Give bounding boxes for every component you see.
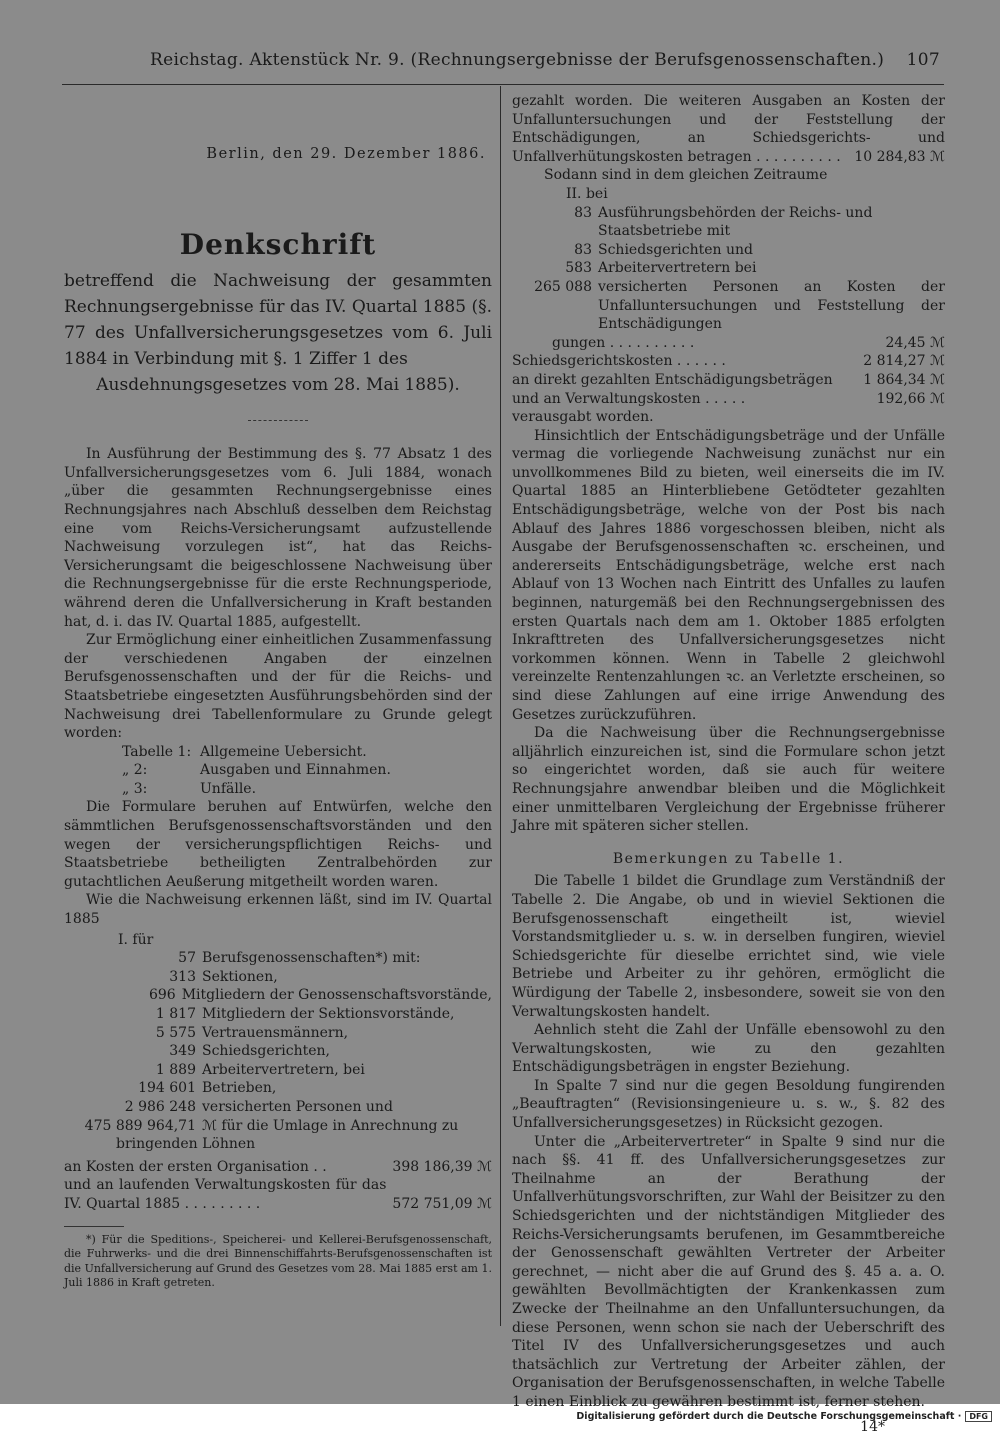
subtitle-part-b: Ausdehnungsgesetzes vom 28. Mai 1885). bbox=[96, 375, 460, 396]
cost-row: und an laufenden Verwaltungskosten für das IV. Quartal 1885 . . . . . . . . . 572 751,09 ℳ bbox=[64, 1177, 492, 1212]
cost-row: an direkt gezahlten Entschädigungsbeträgen 1 864,34 ℳ bbox=[512, 371, 945, 388]
column-divider bbox=[500, 86, 501, 1326]
paragraph: Hinsichtlich der Entschädigungsbeträge und der Unfälle vermag die vorliegende Nachweisung zunächst nur ein unvollkommenes Bild zu bieten, weil einerseits die im IV. Quartal 1885 an Hinterbliebene Getödteter gezahlten Entschädigungsbeträge, welche von der Post bis nach Ablauf des Jahres 1886 vorgeschossen bleiben, nicht als Ausgabe der Berufsgenossenschaften ꝛc. erscheinen, und andererseits Entschädigungsbeträge, welche erst nach Ablauf von 13 Wochen nach Eintritt des Unfalles zu laufen beginnen, naturgemäß bei den Rechnungsergebnissen des ersten Quartals nach dem am 1. Oktober 1885 erfolgten Inkrafttreten des Unfallversicherungsgesetzes nicht vorkommen können. Wenn in Tabelle 2 gleichwohl vereinzelte Rentenzahlungen ꝛc. an Verletzte erscheinen, so sind diese Zahlungen auf eine irrige Anwendung des Gesetzes zurückzuführen. bbox=[512, 427, 945, 723]
list-item: 5 575 Vertrauensmännern, bbox=[155, 1024, 349, 1041]
list-item: 83 Schiedsgerichten und bbox=[574, 241, 754, 258]
list-item: 194 601 Betrieben, bbox=[138, 1080, 277, 1097]
paragraph: Die Tabelle 1 bildet die Grundlage zum Verständniß der Tabelle 2. Die Angabe, ob und in wieviel Sektionen die Berufsgenossenschaft eingetheilt ist, wieviel Vorstandsmitglieder u. s. w. in derselben fungiren, wieviel Schiedsgerichte für dieselbe errichtet sind, wie viele Betriebe und Arbeiter zu ihr gehören, ermöglicht die Würdigung der Tabelle 2, insbesondere, soweit sie von den Verwaltungskosten handelt. bbox=[512, 873, 945, 1020]
document-title: Denkschrift bbox=[179, 227, 377, 261]
paragraph: gezahlt worden. Die weiteren Ausgaben an Kosten der Unfalluntersuchungen und der Feststellung der Entschädigungen, an Schiedsgerichts- und Unfallverhütungskosten betragen . . . . . . . . . . 10 284,83 ℳ bbox=[512, 93, 945, 165]
signature-mark: 14* bbox=[860, 1418, 885, 1435]
list-item: 1 889 Arbeitervertretern, bei bbox=[155, 1061, 365, 1078]
cost-list bbox=[512, 334, 945, 408]
left-column bbox=[64, 90, 492, 1291]
page-header bbox=[150, 50, 940, 76]
list-item: 83 Ausführungsbehörden der Reichs- und Staatsbetriebe mit bbox=[574, 204, 873, 240]
list-item: 2 986 248 versicherten Personen und bbox=[124, 1098, 393, 1115]
table-list bbox=[64, 743, 492, 799]
cost-row: Schiedsgerichtskosten . . . . . . 2 814,27 ℳ bbox=[512, 353, 945, 370]
paragraph: Aehnlich steht die Zahl der Unfälle ebensowohl zu den Verwaltungskosten, wie zu den gezahlten Entschädigungsbeträgen in engster Beziehung. bbox=[512, 1022, 945, 1076]
paragraph: verausgabt worden. bbox=[512, 409, 654, 426]
paragraph: Unter die „Arbeitervertreter“ in Spalte 9 sind nur die nach §§. 41 ff. des Unfallversicherungsgesetzes zur Theilnahme an der Berathung der Unfallverhütungsvorschriften, zur Wahl der Beisitzer zu den Schiedsgerichten und der nichtständigen Mitglieder des Reichs-Versicherungsamts berufenen, im Gesammtbereiche der Genossenschaft gewählten Vertreter der Arbeiter gerechnet, — nicht aber die auf Grund des §. 45 a. a. O. gewählten Bevollmächtigten der Krankenkassen zum Zwecke der Theilnahme an den Unfalluntersuchungen, da diese Personen, wenn schon sie nach der Ueberschrift des Titel IV des Unfallversicherungsgesetzes und auch thatsächlich zur Vertretung der Arbeiter zählen, der Organisation der Berufsgenossenschaften, in welche Tabelle 1 einen Einblick zu gewähren bestimmt ist, ferner stehen. bbox=[512, 1133, 945, 1410]
roman-numeral: II. bei bbox=[566, 185, 608, 202]
paragraph: Wie die Nachweisung erkennen läßt, sind im IV. Quartal 1885 bbox=[64, 892, 492, 928]
digitization-credit: Digitalisierung gefördert durch die Deutsche Forschungsgemeinschaft · DFG bbox=[576, 1411, 992, 1422]
date-line: Berlin, den 29. Dezember 1886. bbox=[206, 146, 486, 162]
footnote-rule bbox=[64, 1226, 124, 1227]
paragraph: Da die Nachweisung über die Rechnungsergebnisse alljährlich einzureichen ist, sind die Formulare schon jetzt so eingerichtet worden, daß sie auch für weitere Rechnungsjahre anwendbar bleiben und die Möglichkeit einer unmittelbaren Vergleichung der Ergebnisse früherer Jahre mit späteren sicher stellen. bbox=[512, 725, 945, 835]
list-item: bringenden Löhnen bbox=[116, 1136, 256, 1153]
header-rule bbox=[62, 84, 944, 85]
subtitle-part-a: betreffend die Nachweisung der gesammten Rechnungsergebnisse für das IV. Quartal 1885 (§. 77 des Unfallversicherungsgesetzes vom 6. Juli 1884 in Verbindung mit §. 1 Ziffer 1 des bbox=[64, 271, 492, 370]
list-item: 696 Mitgliedern der Genossenschaftsvorstände, bbox=[148, 987, 492, 1004]
cost-row: gungen . . . . . . . . . . 24,45 ℳ bbox=[552, 334, 945, 351]
table-list-item: „ 2: Ausgaben und Einnahmen. bbox=[122, 762, 391, 779]
stats-list bbox=[64, 949, 492, 1154]
paragraph: In Spalte 7 sind nur die gegen Besoldung fungirenden „Beauftragten“ (Revisionsingenieure u. s. w., §. 82 des Unfallversicherungsgesetzes) in Rücksicht gezogen. bbox=[512, 1077, 945, 1132]
title-separator bbox=[248, 420, 308, 421]
cost-row: an Kosten der ersten Organisation . . 398 186,39 ℳ bbox=[64, 1158, 492, 1175]
list-item: 475 889 964,71 ℳ für die Umlage in Anrechnung zu bbox=[84, 1117, 459, 1134]
list-item: 349 Schiedsgerichten, bbox=[169, 1043, 331, 1060]
page-number: 107 bbox=[906, 50, 940, 70]
table-list-item: Tabelle 1: Allgemeine Uebersicht. bbox=[122, 743, 367, 760]
list-item: 57 Berufsgenossenschaften*) mit: bbox=[178, 950, 421, 967]
footnote: *) Für die Speditions-, Speicherei- und Kellerei-Berufsgenossenschaft, die Fuhrwerks- und die drei Binnenschiffahrts-Berufsgenossenschaften ist die Unfallversicherung auf Grund des Gesetzes vom 28. Mai 1885 erst am 1. Juli 1886 in Kraft getreten. bbox=[64, 1232, 492, 1290]
header-text: Reichstag. Aktenstück Nr. 9. (Rechnungsergebnisse der Berufsgenossenschaften.) bbox=[150, 50, 885, 70]
table-list-item: „ 3: Unfälle. bbox=[122, 780, 257, 797]
document-subtitle bbox=[64, 268, 492, 398]
section-heading: Bemerkungen zu Tabelle 1. bbox=[612, 850, 845, 867]
paragraph: In Ausführung der Bestimmung des §. 77 Absatz 1 des Unfallversicherungsgesetzes vom 6. Juli 1884, wonach „über die gesammten Rechnungsergebnisse eines Rechnungsjahres nach Abschluß desselben dem Reichstag eine vom Reichs-Versicherungsamt aufzustellende Nachweisung vorzulegen ist“, hat das Reichs-Versicherungsamt die beigeschlossene Nachweisung über die Rechnungsergebnisse für die erste Rechnungsperiode, während deren die Unfallversicherung in Kraft bestanden hat, d. i. das IV. Quartal 1885, aufgestellt. bbox=[64, 446, 492, 630]
roman-numeral: I. für bbox=[118, 931, 154, 948]
cost-row: und an Verwaltungskosten . . . . . 192,66 ℳ bbox=[512, 390, 945, 407]
dfg-logo: DFG bbox=[965, 1411, 992, 1422]
list-item: 265 088 versicherten Personen an Kosten der Unfalluntersuchungen und Feststellung der Entschädigungen bbox=[534, 278, 945, 333]
right-column bbox=[512, 92, 945, 1436]
paragraph: Zur Ermöglichung einer einheitlichen Zusammenfassung der verschiedenen Angaben der einzelnen Berufsgenossenschaften und der für die Reichs- und Staatsbetriebe eingesetzten Ausführungsbehörden sind der Nachweisung drei Tabellenformulare zu Grunde gelegt worden: bbox=[64, 632, 492, 742]
list-item: 1 817 Mitgliedern der Sektionsvorstände, bbox=[155, 1006, 455, 1022]
list-item: 313 Sektionen, bbox=[169, 968, 278, 985]
paragraph: Sodann sind in dem gleichen Zeitraume bbox=[544, 167, 828, 184]
list2 bbox=[512, 204, 945, 334]
paragraph: Die Formulare beruhen auf Entwürfen, welche den sämmtlichen Berufsgenossenschaftsvorständen und den wegen der versicherungspflichtigen Reichs- und Staatsbetriebe betheiligten Zentralbehörden zur gutachtlichen Aeußerung mitgetheilt worden waren. bbox=[64, 799, 492, 890]
list-item: 583 Arbeitervertretern bei bbox=[565, 260, 757, 277]
